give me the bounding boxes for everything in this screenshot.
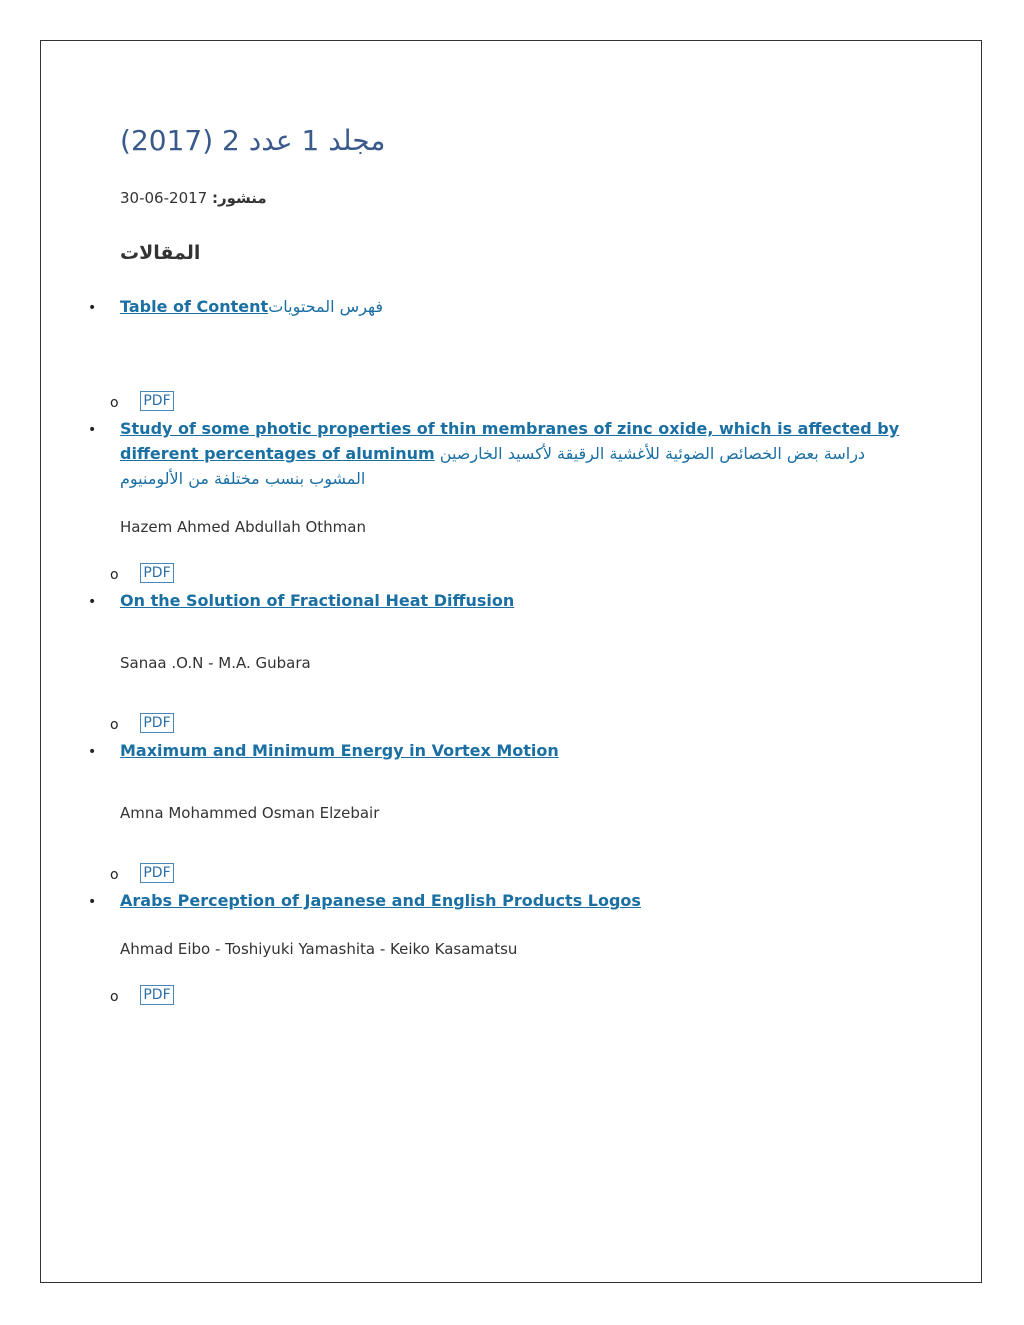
sub-bullet: o (110, 395, 119, 411)
article-title-en[interactable]: Arabs Perception of Japanese and English Products Logos (120, 891, 641, 910)
list-bullet: • (88, 894, 97, 910)
issue-title: مجلد 1 عدد 2 (2017) (120, 124, 386, 157)
article-authors: Sanaa .O.N - M.A. Gubara (120, 654, 311, 672)
article-title-ar[interactable]: دراسة بعض الخصائص الضوئية للأغشية الرقيقة لأكسيد الخارصين المشوب بنسب مختلفة من الألومنيوم (120, 444, 866, 488)
list-bullet: • (88, 422, 97, 438)
article-title-en[interactable]: Maximum and Minimum Energy in Vortex Motion (120, 741, 559, 760)
article-title-en[interactable]: Table of Content (120, 297, 269, 316)
pdf-button[interactable]: PDF (140, 863, 174, 883)
pdf-button[interactable]: PDF (140, 985, 174, 1005)
article-title-link[interactable] (120, 416, 900, 491)
published-label: منشور: (212, 189, 267, 207)
pdf-button[interactable]: PDF (140, 391, 174, 411)
article-title-en[interactable]: On the Solution of Fractional Heat Diffusion (120, 591, 515, 610)
article-authors: Hazem Ahmed Abdullah Othman (120, 518, 366, 536)
article-title-link[interactable] (120, 588, 900, 613)
pdf-button[interactable]: PDF (140, 713, 174, 733)
article-title-en[interactable]: Study of some photic properties of thin membranes of zinc oxide, which is affected by different percentages of aluminum (120, 419, 900, 463)
articles-heading: المقالات (120, 242, 201, 264)
list-bullet: • (88, 594, 97, 610)
article-title-link[interactable] (120, 294, 900, 319)
sub-bullet: o (110, 717, 119, 733)
article-title-ar[interactable]: فهرس المحتويات (268, 297, 384, 316)
list-bullet: • (88, 744, 97, 760)
list-bullet: • (88, 300, 97, 316)
article-authors: Amna Mohammed Osman Elzebair (120, 804, 380, 822)
sub-bullet: o (110, 567, 119, 583)
published-date: 2017-06-30 (120, 189, 208, 207)
article-title-link[interactable] (120, 888, 900, 913)
article-title-link[interactable] (120, 738, 900, 763)
sub-bullet: o (110, 989, 119, 1005)
sub-bullet: o (110, 867, 119, 883)
article-authors: Ahmad Eibo - Toshiyuki Yamashita - Keiko Kasamatsu (120, 940, 518, 958)
pdf-button[interactable]: PDF (140, 563, 174, 583)
published-line (120, 189, 267, 207)
